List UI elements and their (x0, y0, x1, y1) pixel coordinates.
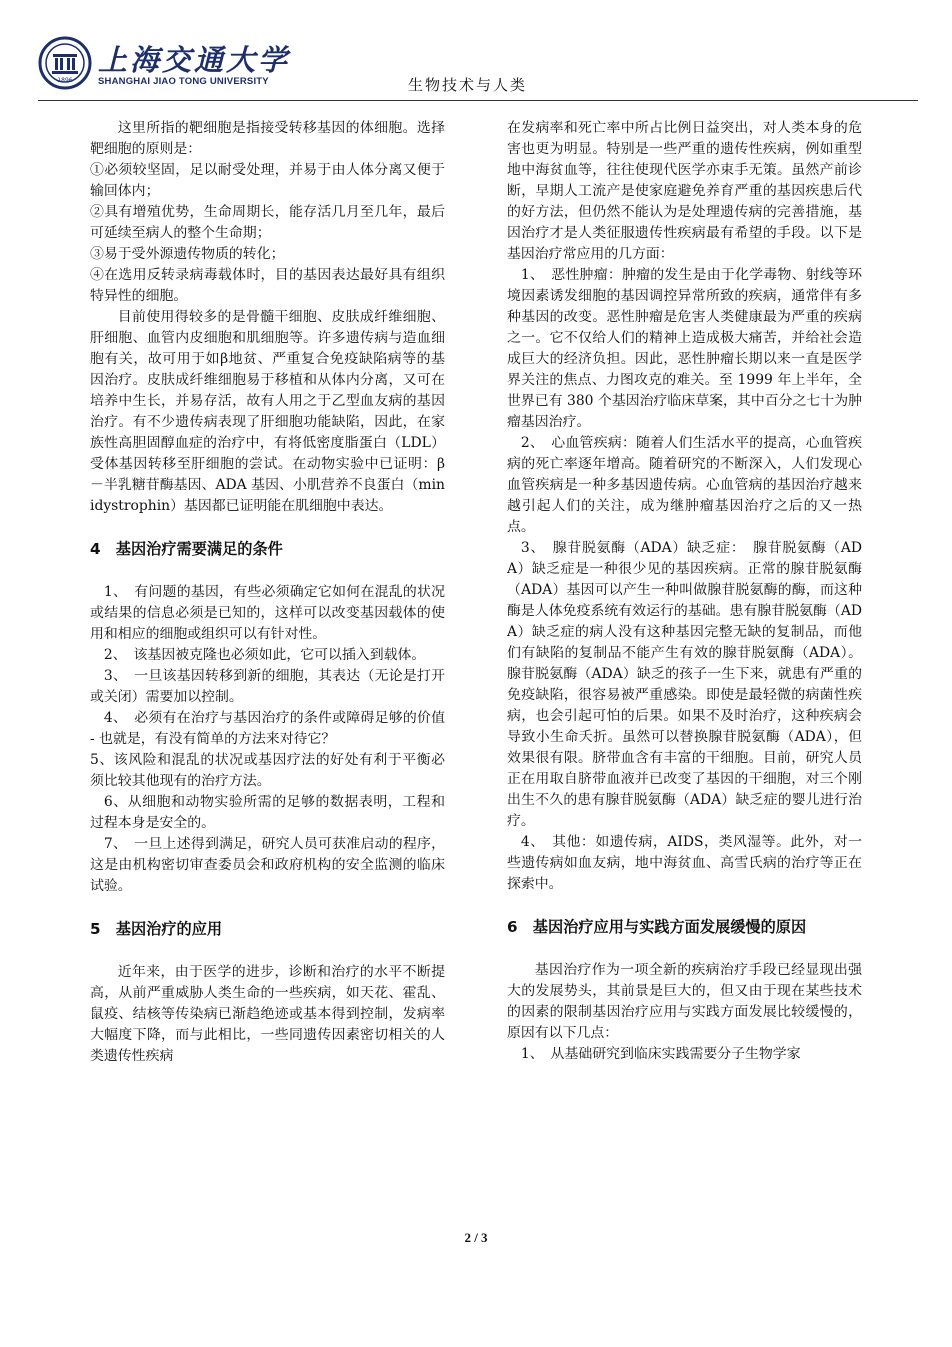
page-header (38, 34, 918, 98)
list-item-condition-1: 1、 有问题的基因，有些必须确定它如何在混乱的状况或结果的信息必须是已知的，这样可以改变基因载体的使用和相应的细胞或组织可以有针对性。 (90, 584, 445, 642)
paragraph-applications-intro: 近年来，由于医学的进步，诊断和治疗的水平不断提高，从前严重威胁人类生命的一些疾病，如天花、霍乱、鼠疫、结核等传染病已渐趋绝迹或基本得到控制，发病率大幅度下降，而与此相比，一些同遗传因素密切相关的人类遗传性疾病 (90, 964, 445, 1064)
left-column (90, 118, 445, 1067)
paragraph-target-cells: 这里所指的靶细胞是指接受转移基因的体细胞。选择靶细胞的原则是： (90, 120, 445, 157)
list-item-criterion-2: ②具有增殖优势，生命周期长，能存活几月至几年，最后可延续至病人的整个生命期； (90, 204, 445, 241)
document-title: 生物技术与人类 (408, 76, 528, 94)
header-rule (38, 100, 918, 101)
university-seal-icon (38, 36, 92, 90)
right-column (507, 118, 862, 1065)
list-item-criterion-1: ①必须较坚固，足以耐受处理，并易于由人体分离又便于输回体内； (90, 162, 445, 199)
list-item-condition-5: 5、该风险和混乱的状况或基因疗法的好处有利于平衡必须比较其他现有的治疗方法。 (90, 752, 445, 789)
list-item-criterion-4: ④在选用反转录病毒载体时，目的基因表达最好具有组织特异性的细胞。 (90, 267, 445, 304)
paragraph-cell-types: 目前使用得较多的是骨髓干细胞、皮肤成纤维细胞、肝细胞、血管内皮细胞和肌细胞等。许多遗传病与造血细胞有关，故可用于如β地贫、严重复合免疫缺陷病等的基因治疗。皮肤成纤维细胞易于移植和从体内分离，又可在培养中生长，并易存活，故有人用之于乙型血友病的基因治疗。有不少遗传病表现了肝细胞功能缺陷，因此，在家族性高胆固醇血症的治疗中，有将低密度脂蛋白（LDL）受体基因转移至肝细胞的尝试。在动物实验中已证明：β－半乳糖苷酶基因、ADA 基因、小肌营养不良蛋白（minidystrophin）基因都已证明能在肌细胞中表达。 (90, 309, 445, 514)
list-item-ada-deficiency: 3、 腺苷脱氨酶（ADA）缺乏症： 腺苷脱氨酶（ADA）缺乏症是一种很少见的基因疾病。正常的腺苷脱氨酶（ADA）基因可以产生一种叫做腺苷脱氨酶的酶，而这种酶是人体免疫系统有效运行的基础。患有腺苷脱氨酶（ADA）缺乏症的病人没有这种基因完整无缺的复制品，而他们有缺陷的复制品不能产生有效的腺苷脱氨酶（ADA）。腺苷脱氨酶（ADA）缺乏的孩子一生下来，就患有严重的免疫缺陷，很容易被严重感染。即使是最轻微的病菌性疾病，也会引起可怕的后果。如果不及时治疗，这种疾病会导致小生命夭折。虽然可以替换腺苷脱氨酶（ADA），但效果很有限。脐带血含有丰富的干细胞。目前，研究人员正在用取自脐带血液并已改变了基因的干细胞，对三个刚出生不久的患有腺苷脱氨酶（ADA）缺乏症的婴儿进行治疗。 (507, 540, 862, 829)
university-name-en: SHANGHAI JIAO TONG UNIVERSITY (98, 76, 269, 87)
list-item-reason-1: 1、 从基础研究到临床实践需要分子生物学家 (520, 1046, 801, 1062)
list-item-condition-4: 4、 必须有在治疗与基因治疗的条件或障碍足够的价值 - 也就是，有没有简单的方法来对待它？ (90, 710, 445, 747)
list-item-other: 4、 其他：如遗传病，AIDS，类风湿等。此外，对一些遗传病如血友病，地中海贫血、高雪氏病的治疗等正在探索中。 (507, 834, 862, 892)
section-heading-5: 5 基因治疗的应用 (90, 920, 223, 938)
list-item-condition-6: 6、从细胞和动物实验所需的足够的数据表明，工程和过程本身是安全的。 (90, 794, 445, 831)
seal-year: 1896 (57, 77, 73, 84)
list-item-condition-3: 3、 一旦该基因转移到新的细胞，其表达（无论是打开或关闭）需要加以控制。 (90, 668, 445, 705)
list-item-criterion-3: ③易于受外源遗传物质的转化； (90, 246, 285, 262)
paragraph-slow-development: 基因治疗作为一项全新的疾病治疗手段已经显现出强大的发展势头，其前景是巨大的，但又由于现在某些技术的因素的限制基因治疗应用与实践方面发展比较缓慢的，原因有以下几点： (507, 962, 862, 1041)
section-heading-6: 6 基因治疗应用与实践方面发展缓慢的原因 (507, 918, 807, 936)
page-number: 2 / 3 (464, 1230, 488, 1245)
list-item-tumor: 1、 恶性肿瘤：肿瘤的发生是由于化学毒物、射线等环境因素诱发细胞的基因调控异常所致的疾病，通常伴有多种基因的改变。恶性肿瘤是危害人类健康最为严重的疾病之一。它不仅给人们的精神上造成极大痛苦，并给社会造成巨大的经济负担。因此，恶性肿瘤长期以来一直是医学界关注的焦点、力图攻克的难关。至 1999 年上半年，全世界已有 380 个基因治疗临床草案，其中百分之七十为肿瘤基因治疗。 (507, 267, 862, 430)
list-item-condition-2: 2、 该基因被克隆也必须如此，它可以插入到载体。 (103, 647, 426, 663)
section-heading-4: 4 基因治疗需要满足的条件 (90, 540, 283, 558)
university-name-cn: 上海交通大学 (98, 43, 291, 77)
paragraph-applications-continued: 在发病率和死亡率中所占比例日益突出，对人类本身的危害也更为明显。特别是一些严重的遗传性疾病，例如重型地中海贫血等，往往使现代医学亦束手无策。虽然产前诊断，早期人工流产是使家庭避免养育严重的基因疾患后代的好方法，但仍然不能认为是处理遗传病的完善措施，基因治疗才是人类征服遗传性疾病最有希望的手段。以下是基因治疗常应用的几方面： (507, 120, 862, 262)
list-item-condition-7: 7、 一旦上述得到满足，研究人员可获准启动的程序，这是由机构密切审查委员会和政府机构的安全监测的临床试验。 (90, 836, 445, 894)
list-item-cardiovascular: 2、 心血管疾病：随着人们生活水平的提高，心血管疾病的死亡率逐年增高。随着研究的不断深入，人们发现心血管疾病是一种多基因遗传病。心血管病的基因治疗越来越引起人们的关注，成为继肿瘤基因治疗之后的又一热点。 (507, 435, 862, 535)
